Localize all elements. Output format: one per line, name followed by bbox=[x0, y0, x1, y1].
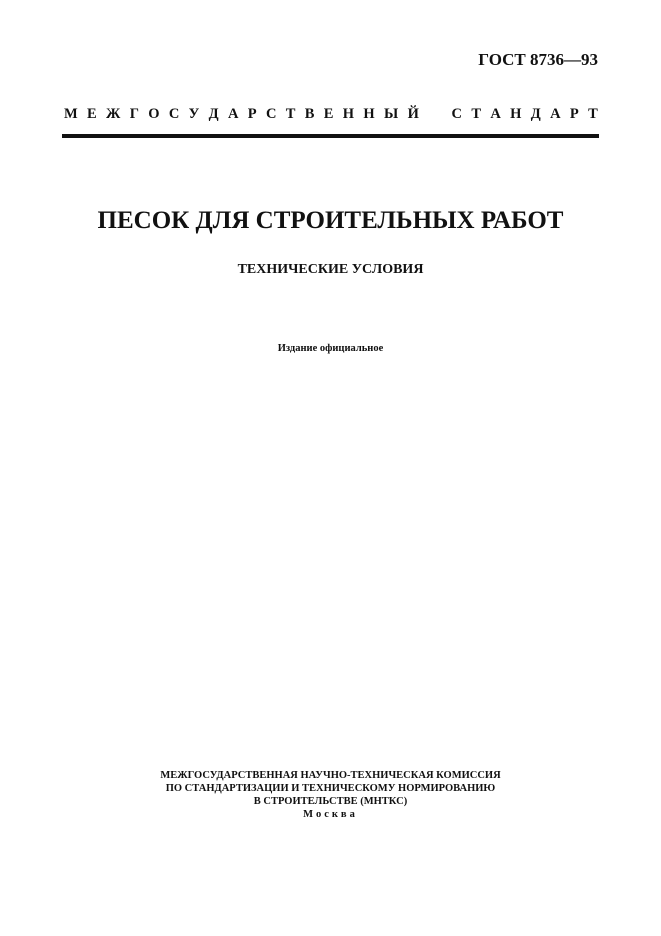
standard-type-letter: У bbox=[188, 106, 200, 122]
standard-type-letter: Ж bbox=[106, 106, 121, 122]
publisher-line: МЕЖГОСУДАРСТВЕННАЯ НАУЧНО-ТЕХНИЧЕСКАЯ КОМИССИЯ bbox=[160, 770, 501, 781]
doc-number: ГОСТ 8736—93 bbox=[478, 50, 598, 69]
standard-type-letter: Т bbox=[471, 106, 481, 122]
standard-type-letter: Е bbox=[87, 106, 97, 122]
standard-type-letter: Г bbox=[129, 106, 139, 122]
standard-type-letter: Н bbox=[342, 106, 355, 122]
publisher-block bbox=[0, 769, 661, 821]
standard-type-letter: Й bbox=[407, 106, 419, 122]
standard-type-letter: Т bbox=[285, 106, 296, 122]
standard-type-letter: Е bbox=[323, 106, 334, 122]
document-subtitle: ТЕХНИЧЕСКИЕ УСЛОВИЯ bbox=[237, 262, 424, 277]
standard-type-letter: А bbox=[490, 106, 501, 122]
standard-type-heading bbox=[64, 106, 598, 123]
standard-type-letter: В bbox=[304, 106, 315, 122]
document-title: ПЕСОК ДЛЯ СТРОИТЕЛЬНЫХ РАБОТ bbox=[97, 207, 564, 234]
standard-type-letter: Д bbox=[530, 106, 541, 122]
standard-type-letter: Ы bbox=[384, 106, 399, 122]
standard-type-letter: Н bbox=[363, 106, 375, 122]
standard-type-letter: С bbox=[265, 106, 277, 122]
publisher-line: ПО СТАНДАРТИЗАЦИИ И ТЕХНИЧЕСКОМУ НОРМИРОВАНИЮ bbox=[165, 783, 496, 794]
edition-note: Издание официальное bbox=[277, 343, 384, 354]
standard-type-letter: Р bbox=[569, 106, 579, 122]
publisher-city: Москва bbox=[303, 809, 358, 820]
standard-type-letter: Р bbox=[247, 106, 257, 122]
publisher-line: В СТРОИТЕЛЬСТВЕ (МНТКС) bbox=[253, 796, 408, 807]
standard-type-letter: А bbox=[550, 106, 561, 122]
standard-type-letter: С bbox=[451, 106, 462, 122]
standard-type-letter: С bbox=[168, 106, 180, 122]
standard-type-letter: Д bbox=[208, 106, 219, 122]
standard-type-letter: Н bbox=[510, 106, 522, 122]
standard-type-letter: М bbox=[64, 106, 78, 122]
standard-type-gap bbox=[428, 106, 442, 123]
header-rule bbox=[62, 134, 599, 138]
standard-type-letter: О bbox=[148, 106, 160, 122]
standard-type-letter: А bbox=[227, 106, 239, 122]
standard-type-letter: Т bbox=[588, 106, 598, 122]
